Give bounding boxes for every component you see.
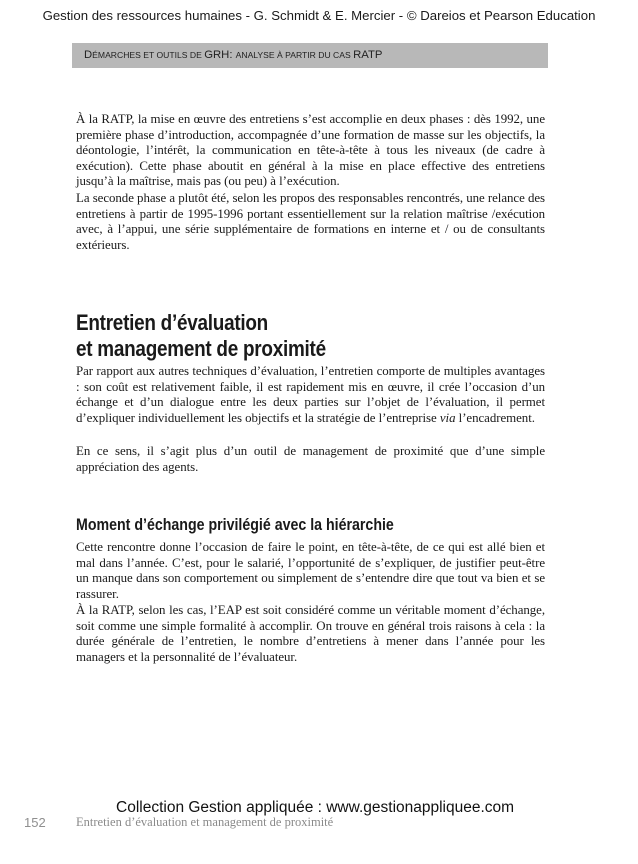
intro-paragraph-2-block — [76, 191, 545, 253]
running-head-cap: D — [84, 49, 93, 61]
chapter-footer-title: Entretien d’évaluation et management de proximité — [76, 815, 334, 829]
section1-paragraph-2: En ce sens, il s’agit plus d’un outil de management de proximité que d’une simple appréciation des agents. — [76, 444, 545, 474]
collection-footer-link[interactable]: Collection Gestion appliquée : www.gestionappliquee.com — [116, 799, 515, 816]
copyright-banner: Gestion des ressources humaines - G. Schmidt & E. Mercier - © Dareios et Pearson Education — [42, 8, 596, 23]
section2-heading — [76, 515, 545, 535]
section1-heading — [76, 310, 545, 362]
running-head-ratp: RATP — [353, 49, 383, 61]
section1-paragraph-1-end: l’encadrement. — [455, 410, 535, 425]
section1-italic-via: via — [439, 410, 456, 425]
section1-paragraph-1-text: Par rapport aux autres techniques d’évaluation, l’entretien comporte de multiples avantages : son coût est relativement faible, il est rapidement mis en œuvre, il crée l’occasion d’un échange et d’un dialogue entre les deux parties sur l’objet de l’évaluation, il permet d’expliquer individuellement les objectifs et la stratégie de l’entreprise — [76, 364, 545, 425]
section2-paragraph-2-block — [76, 603, 545, 665]
intro-paragraph-1-block — [76, 112, 545, 190]
section1-title-line2: et management de proximité — [76, 336, 326, 361]
intro-paragraph-1: À la RATP, la mise en œuvre des entretiens s’est accomplie en deux phases : dès 1992, une première phase d’introduction, accompagnée d’une formation de masse sur les objectifs, la déontologie, l’intérêt, la communication en tête-à-tête à tous les niveaux (de cadre à exécution). Cette phase aboutit en général à la mise en place effective des entretiens jusqu’à la maîtrise, mais pas (ou peu) à l’exécution. — [76, 112, 545, 189]
running-head-colon: : — [229, 49, 236, 61]
section2-paragraph-2: À la RATP, selon les cas, l’EAP est soit considéré comme un véritable moment d’échange, soit comme une simple formalité à accomplir. On trouve en général trois raisons à cela : la durée générale de l’entretien, le nombre d’entretiens à mener dans l’année pour les managers et la personnalité de l’évaluateur. — [76, 603, 545, 664]
running-head — [72, 43, 548, 68]
section2-paragraph-1: Cette rencontre donne l’occasion de faire le point, en tête-à-tête, de ce qui est allé bien et mal dans l’année. C’est, pour le salarié, l’opportunité de s’expliquer, de justifier peut-être un manque dans son comportement ou simplement de s’entendre dire que tout va bien et se rassurer. — [76, 540, 545, 601]
section2-paragraph-1-block — [76, 540, 545, 602]
page-number: 152 — [24, 815, 46, 830]
section1-paragraph-2-block — [76, 444, 545, 475]
running-head-grh: GRH — [204, 49, 230, 61]
section1-title-line1: Entretien d’évaluation — [76, 310, 268, 335]
section2-title: Moment d’échange privilégié avec la hiérarchie — [76, 516, 394, 534]
running-head-smallcaps-2: ANALYSE À PARTIR DU CAS — [235, 50, 354, 60]
running-head-smallcaps: ÉMARCHES ET OUTILS DE — [92, 50, 205, 60]
section1-paragraph-1 — [76, 364, 545, 426]
section1-paragraph-1-block — [76, 364, 545, 426]
intro-paragraph-2: La seconde phase a plutôt été, selon les propos des responsables rencontrés, une relance des entretiens à partir de 1995-1996 portant essentiellement sur la relation maîtrise /exécution avec, à l’appui, une série supplémentaire de formations en interne et / ou de consultants extérieurs. — [76, 191, 545, 252]
